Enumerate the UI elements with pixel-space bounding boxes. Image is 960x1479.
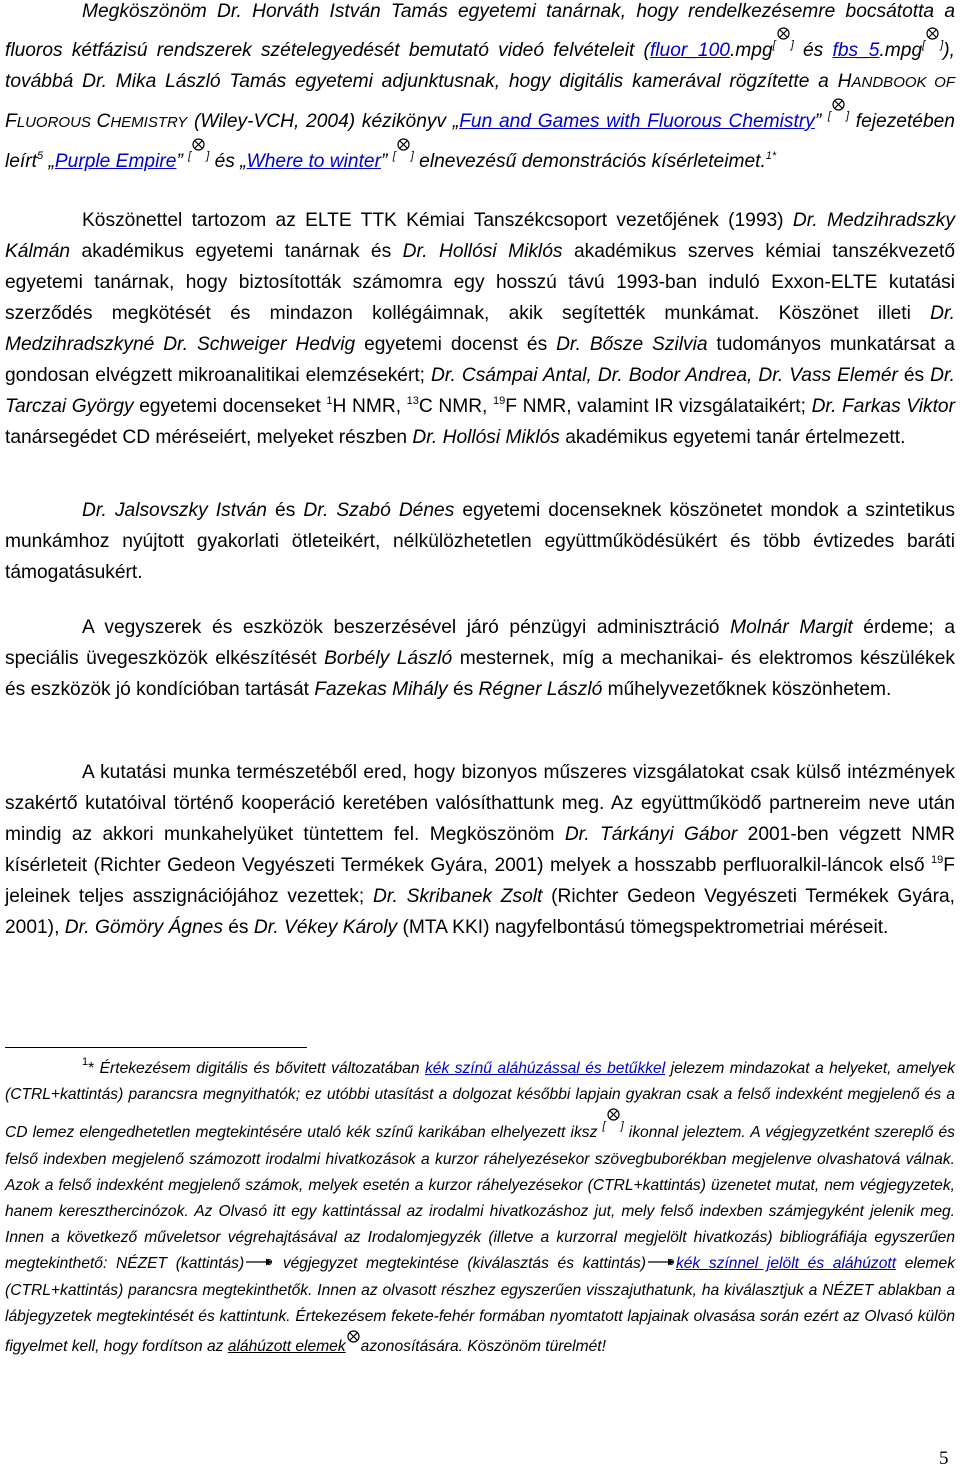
text: ikonnal jeleztem. A végjegyzetként szereplő és felső indexben megjelenő számozott irodalmi hivatkozások a kurzor ráhelyezésekor szövegbuborékban megjelenve olvashatová válnak. Azok a felső indexként megjelenő számok, melyek esetén a kurzor ráhelyezésekor (CTRL+kattintás) üzenetet mutat, nem végjegyzetek, hanem kereszthercinózok. Az Olvasó itt egy kattintással az irodalmi hivatkozáshoz jut, mely felső indexben számjegyként jelenik meg. Innen a következő műveletsor végrehajtásával az Irodalomjegyzék (illetve a kurzorral megjelölt hivatkozás) bibliográfiája egyszerűen megtekinthető: NÉZET (kattintás) xyxy=(5,1124,955,1273)
text: .mpg xyxy=(729,40,773,61)
person-name: Dr. Hollósi Miklós xyxy=(412,427,560,448)
person-name: Dr. Jalsovszky István xyxy=(82,500,267,521)
cd-ref-5[interactable]: [ ] xyxy=(393,150,414,162)
cd-circle-x-icon xyxy=(607,1108,620,1121)
text: egyetemi docenseket xyxy=(133,396,327,417)
text: érdeme; a speciális üvegeszközök elkészítését xyxy=(5,617,955,669)
person-name: Dr. Medzihradszkyné Dr. Schweiger Hedvig xyxy=(5,303,955,355)
link-fluor-100[interactable]: fluor_100 xyxy=(649,40,730,61)
text: A vegyszerek és eszközök beszerzésével járó pénzügyi adminisztráció xyxy=(82,617,731,638)
isotope-superscript: 19 xyxy=(931,854,944,866)
cd-circle-x-icon xyxy=(832,98,845,111)
link-fbs-5[interactable]: fbs_5 xyxy=(832,40,880,61)
text: elnevezésű demonstrációs kísérleteimet. xyxy=(413,151,766,172)
person-name: Dr. Szabó Dénes xyxy=(303,500,455,521)
text: 2001-ben végzett NMR kísérleteit (Richter Gedeon Vegyészeti Termékek Gyára, 2001) melyek a hosszabb perfluoralkil-láncok első xyxy=(5,824,955,876)
cd-ref-2[interactable]: [ ] xyxy=(922,39,943,51)
text: és xyxy=(266,500,304,521)
footnote-underlined-elements: aláhúzott elemek xyxy=(227,1338,346,1356)
person-name: Dr. Bősze Szilvia xyxy=(556,334,708,355)
footnote-star: * xyxy=(88,1060,95,1077)
text: egyetemi docenst és xyxy=(355,334,557,355)
reference-superscript[interactable]: 5 xyxy=(37,150,44,162)
text: jelezem mindazokat a helyeket, amelyek (CTRL+kattintás) parancsra megnyithatók; ez utóbbi utasítást a dolgozat későbbi lapjain gyakran csak a felső indexként megjelenő és a CD lemez elengedhetetlen megtekintésére utaló kék színű karikában elhelyezett iksz xyxy=(5,1060,955,1142)
paragraph-acknowledgement-videos xyxy=(5,0,955,177)
cd-ref-3[interactable]: [ ] xyxy=(828,110,849,122)
text: F jeleinek teljes asszignációjához vezettek; xyxy=(5,855,955,907)
text: ” xyxy=(380,151,393,172)
person-name: Dr. Skribanek Zsolt xyxy=(372,886,543,907)
footnote xyxy=(5,1056,955,1360)
cd-circle-x-icon xyxy=(777,27,790,40)
text: H NMR, xyxy=(332,396,407,417)
cd-circle-x-icon xyxy=(397,138,410,151)
text: elemek (CTRL+kattintás) parancsra megtekinthetők. Innen az olvasott részhez egyszerűen visszajuthatunk, ha kiválasztjuk a NÉZET ablakban a lábjegyzetek megtekintését és kattintunk. Értekezésem fekete-fehér formában nyomtatott lapjainak olvasása során ezért az Olvasó külön figyelmet kell, hogy fordítson az xyxy=(5,1255,955,1356)
paragraph-acknowledgement-elte xyxy=(5,205,955,453)
text: F NMR, valamint IR vizsgálataikért; xyxy=(505,396,812,417)
paragraph-acknowledgement-admin xyxy=(5,612,955,705)
text: fejezetében leírt xyxy=(5,111,955,172)
cd-ref-4[interactable]: [ ] xyxy=(188,150,209,162)
handbook-title: HEMISTRY xyxy=(110,114,188,131)
paragraph-acknowledgement-partners xyxy=(5,757,955,943)
handbook-title: C xyxy=(96,111,111,132)
text: mesternek, míg a mechanikai- és elektromos készülékek és eszközök jó kondícióban tartását xyxy=(5,648,956,700)
cd-circle-x-icon xyxy=(926,27,939,40)
person-name: Dr. Farkas Viktor xyxy=(811,396,955,417)
cd-ref-footnote: [ ] xyxy=(603,1120,624,1132)
text: és xyxy=(447,679,479,700)
footnote-number: 1 xyxy=(82,1056,89,1068)
person-name: Dr. Tárkányi Gábor xyxy=(564,824,738,845)
text: Köszönettel tartozom az ELTE TTK Kémiai Tanszékcsoport vezetőjének (1993) xyxy=(82,210,793,231)
person-name: Dr. Medzihradszky Kálmán xyxy=(5,210,955,262)
person-name: Dr. Csámpai Antal, Dr. Bodor Andrea, Dr. Vass Elemér xyxy=(431,365,898,386)
text: „ xyxy=(43,151,55,172)
link-purple-empire[interactable]: Purple Empire xyxy=(54,151,177,172)
page-number: 5 xyxy=(939,1448,949,1469)
handbook-title: LUOROUS xyxy=(16,114,97,131)
isotope-superscript: 1 xyxy=(326,395,333,407)
text: és xyxy=(793,40,833,61)
text: (Wiley-VCH, 2004) kézikönyv „ xyxy=(187,111,460,132)
paragraph-acknowledgement-docents xyxy=(5,495,955,588)
text: akadémikus egyetemi tanár értelmezett. xyxy=(559,427,906,448)
text: végjegyzet megtekintése (kiválasztás és kattintás) xyxy=(274,1255,646,1273)
footnote-link-blue-underline[interactable]: kék színű aláhúzással és betűkkel xyxy=(425,1060,666,1077)
text: és „ xyxy=(209,151,247,172)
isotope-superscript: 13 xyxy=(406,395,419,407)
text: (Richter Gedeon Vegyészeti Termékek Gyára, 2001), xyxy=(5,886,955,938)
arrow-right-icon xyxy=(646,1257,676,1267)
footnote-link-blue-marked[interactable]: kék színnel jelölt és aláhúzott xyxy=(675,1255,897,1273)
text: (MTA KKI) nagyfelbontású tömegspektrometriai méréseit. xyxy=(397,917,889,938)
text: C NMR, xyxy=(418,396,493,417)
person-name: Régner László xyxy=(478,679,603,700)
text: azonosítására. Köszönöm türelmét! xyxy=(360,1338,606,1356)
link-where-to-winter[interactable]: Where to winter xyxy=(246,151,381,172)
text: tanársegédet CD méréseiért, melyeket részben xyxy=(5,427,413,448)
text: műhelyvezetőknek köszönhetem. xyxy=(602,679,892,700)
handbook-title: H xyxy=(837,71,852,92)
text: és xyxy=(222,917,254,938)
isotope-superscript: 19 xyxy=(493,395,506,407)
handbook-title: ANDBOOK OF xyxy=(851,74,955,91)
person-name: Molnár Margit xyxy=(730,617,853,638)
person-name: Dr. Vékey Károly xyxy=(253,917,398,938)
text: Megköszönöm Dr. Horváth István Tamás egyetemi tanárnak, hogy rendelkezésemre bocsátotta a fluoros kétfázisú rendszerek szételegyedését bemutató videó felvételeit ( xyxy=(5,1,955,61)
person-name: Dr. Gömöry Ágnes xyxy=(64,917,223,938)
cd-circle-x-icon xyxy=(192,138,205,151)
text: tudományos munkatársat a gondosan elvégzett mikroanalitikai elemzésekért; xyxy=(5,334,955,386)
footnote-separator xyxy=(5,1047,307,1048)
person-name: Fazekas Mihály xyxy=(314,679,448,700)
text: egyetemi docenseknek köszönetet mondok a szintetikus munkámhoz nyújtott gyakorlati ötleteikért, nélkülözhetetlen együttműködésükért és több évtizedes baráti támogatásukért. xyxy=(5,500,955,583)
arrow-right-icon xyxy=(244,1257,274,1267)
cd-ref-1[interactable]: [ ] xyxy=(773,39,794,51)
text: akadémikus egyetemi tanárnak és xyxy=(70,241,403,262)
link-fun-and-games[interactable]: Fun and Games with Fluorous Chemistry xyxy=(459,111,815,132)
text: és xyxy=(897,365,931,386)
cd-circle-x-icon xyxy=(347,1330,360,1343)
text: A kutatási munka természetéből ered, hogy bizonyos műszeres vizsgálatokat csak külső intézmények szakértő kutatóival történő kooperáció keretében valósíthattunk meg. Az együttműködő partnereim neve után mindig az akkori munkahelyüket tüntettem fel. Megköszönöm xyxy=(5,762,955,845)
person-name: Dr. Hollósi Miklós xyxy=(402,241,563,262)
handbook-title: F xyxy=(5,111,17,132)
text: ), továbbá Dr. Mika László Tamás egyetemi adjunktusnak, hogy digitális kamerával rögzítette a xyxy=(5,40,955,92)
person-name: Dr. Tarczai György xyxy=(5,365,955,417)
text: ” xyxy=(814,111,828,132)
text: akadémikus szerves kémiai tanszékvezető egyetemi tanárnak, hogy biztosították számomra egy hosszú távú 1993-ban induló Exxon-ELTE kutatási szerződés megkötését és mindazon kollégáimnak, akik segítették munkámat. Köszönet illeti xyxy=(5,241,955,324)
person-name: Borbély László xyxy=(324,648,453,669)
footnote-ref[interactable]: 1* xyxy=(765,150,777,162)
text: ” xyxy=(176,151,189,172)
text: Értekezésem digitális és bővitett változatában xyxy=(94,1060,425,1077)
text: .mpg xyxy=(879,40,923,61)
